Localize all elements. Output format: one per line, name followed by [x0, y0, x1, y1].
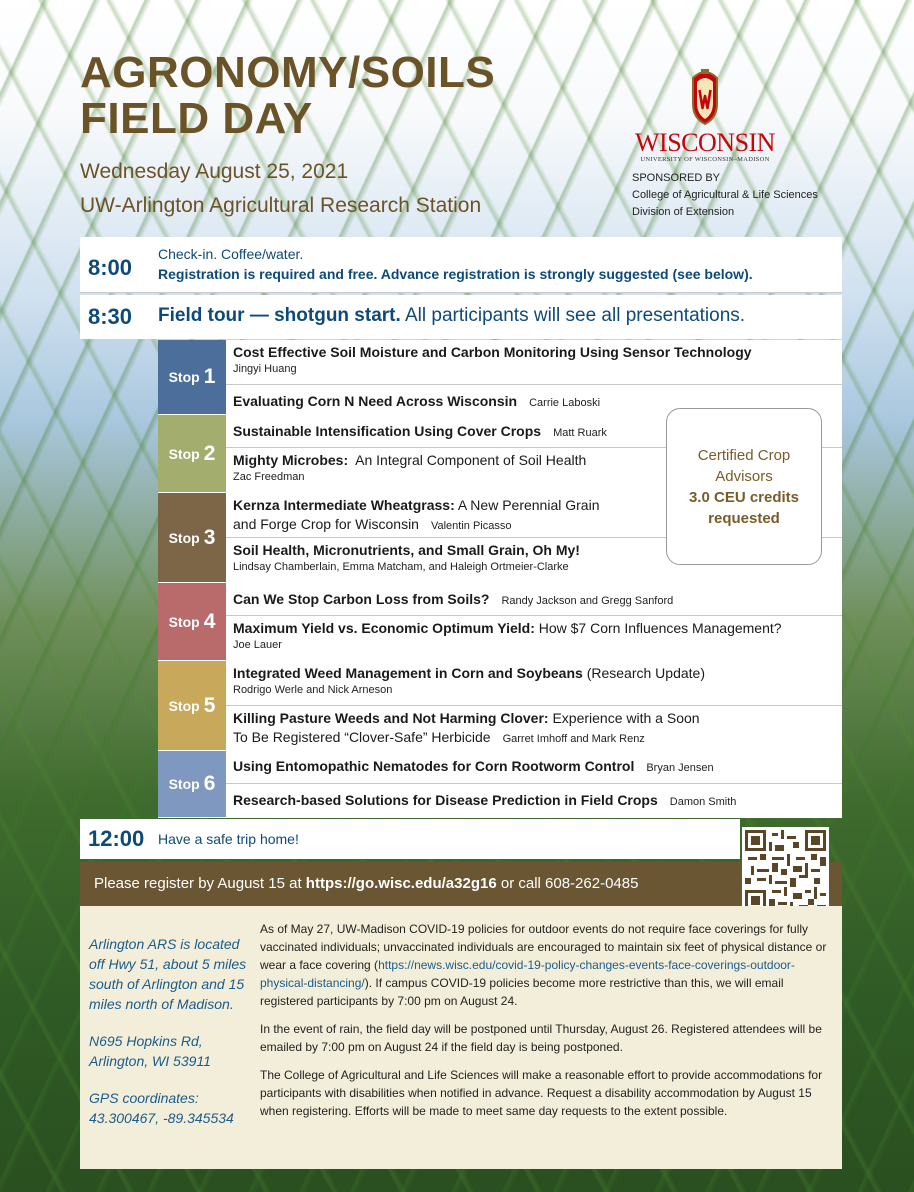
sponsor-line-1: College of Agricultural & Life Sciences	[632, 189, 818, 201]
stop-6	[158, 751, 842, 818]
cca-credits-box	[666, 408, 822, 565]
presenter: Jingyi Huang	[233, 363, 297, 375]
presenter: Rodrigo Werle and Nick Arneson	[233, 684, 393, 696]
talk	[226, 616, 842, 661]
presenter: Garret Imhoff and Mark Renz	[502, 733, 645, 745]
talk	[226, 751, 842, 784]
wisconsin-wordmark: WISCONSIN	[635, 128, 775, 157]
tour-rest: All participants will see all presentations.	[400, 305, 746, 326]
stop-number: 4	[203, 609, 216, 633]
stop-label: Stop	[168, 369, 200, 385]
info-panel	[80, 906, 842, 1169]
stop-label: Stop	[168, 613, 200, 630]
rain-notice: In the event of rain, the field day will be postponed until Thursday, August 26. Registered attendees will be emailed by 7:00 pm on August 24 if the field day is being postponed.	[260, 1022, 822, 1054]
talk	[226, 661, 842, 706]
checkin-text: Check-in. Coffee/water.	[158, 246, 304, 262]
stop-number: 2	[203, 441, 216, 465]
talk-title: Integrated Weed Management in Corn and Soybeans	[233, 665, 583, 681]
stop-tag	[158, 340, 226, 414]
gps-label: GPS coordinates:	[89, 1090, 199, 1106]
talk-title: Maximum Yield vs. Economic Optimum Yield:	[233, 620, 535, 636]
covid-policy-link[interactable]: https://news.wisc.edu/covid-19-policy-changes-events-face-coverings-outdoor-physical-distancing/	[260, 958, 795, 990]
register-bar	[80, 862, 842, 906]
talk-subtitle: How $7 Corn Influences Management?	[534, 620, 782, 636]
address-line-1: N695 Hopkins Rd,	[89, 1033, 203, 1049]
event-location: UW-Arlington Agricultural Research Station	[80, 194, 482, 217]
stop-tag	[158, 415, 226, 492]
talk-title: Evaluating Corn N Need Across Wisconsin	[233, 393, 518, 409]
schedule-row-830	[80, 295, 842, 339]
stop-label: Stop	[168, 529, 200, 546]
covid-notice	[260, 920, 830, 1010]
stop-number: 3	[203, 525, 216, 549]
tour-bold: Field tour — shotgun start.	[158, 305, 401, 326]
stop-number: 5	[203, 693, 216, 717]
talk-subtitle: An Integral Component of Soil Health	[348, 452, 587, 468]
address-line-2: Arlington, WI 53911	[89, 1053, 211, 1069]
title-line-2: FIELD DAY	[80, 94, 313, 143]
talk-subtitle: Experience with a Soon	[548, 710, 700, 726]
stop-number: 1	[203, 365, 216, 388]
stop-tag	[158, 751, 226, 817]
tour-text	[158, 305, 745, 327]
address	[89, 1031, 251, 1071]
stop-4	[158, 583, 842, 661]
time-label: 8:00	[88, 255, 133, 280]
presenter: Lindsay Chamberlain, Emma Matcham, and Haleigh Ortmeier-Clarke	[233, 561, 569, 573]
presenter: Valentin Picasso	[430, 520, 512, 532]
cca-line-3: 3.0 CEU credits	[688, 488, 800, 506]
talk-subtitle: (Research Update)	[582, 665, 705, 681]
stop-label: Stop	[168, 697, 200, 714]
notices	[260, 920, 830, 1130]
stop-label: Stop	[168, 445, 200, 462]
cca-line-1: Certified Crop	[697, 446, 791, 464]
gps-coordinates: 43.300467, -89.345534	[89, 1110, 234, 1126]
event-date: Wednesday August 25, 2021	[80, 160, 349, 183]
stop-tag	[158, 583, 226, 660]
talk-subtitle: A New Perennial Grain	[454, 497, 600, 513]
talk	[226, 583, 842, 616]
presenter: Joe Lauer	[233, 639, 282, 651]
talk-subtitle-2: and Forge Crop for Wisconsin	[233, 516, 419, 532]
talk-subtitle-2: To Be Registered “Clover-Safe” Herbicide	[233, 729, 491, 745]
register-suffix: or call 608-262-0485	[496, 875, 639, 892]
sponsor-block	[632, 170, 818, 221]
covid-text-2: ). If campus COVID-19 policies become more restrictive than this, we will email registered participants by 7:00 pm on August 24.	[260, 976, 784, 1008]
location-text: Arlington ARS is located off Hwy 51, about 5 miles south of Arlington and 15 miles north of Madison.	[89, 936, 247, 1012]
schedule-row-800	[80, 237, 842, 293]
accessibility-notice: The College of Agricultural and Life Sciences will make a reasonable effort to provide accommodations for participants with disabilities when notified in advance. Request a disability accommodation by August 15 when registering. Efforts will be made to meet same day requests to the extent possible.	[260, 1068, 823, 1118]
closing-text: Have a safe trip home!	[158, 831, 299, 847]
uw-logo	[630, 66, 780, 163]
sponsor-label: SPONSORED BY	[632, 172, 721, 184]
talk	[226, 706, 842, 751]
gps	[89, 1088, 251, 1128]
talk-title: Mighty Microbes:	[233, 452, 349, 468]
presenter: Zac Freedman	[233, 471, 305, 483]
talk-title: Kernza Intermediate Wheatgrass:	[233, 497, 455, 513]
page-title	[80, 50, 495, 142]
cca-line-4: requested	[708, 509, 780, 527]
directions	[89, 934, 251, 1145]
registration-note: Registration is required and free. Advance registration is strongly suggested (see below).	[158, 266, 753, 282]
talk-title: Research-based Solutions for Disease Prediction in Field Crops	[233, 792, 658, 808]
register-prefix: Please register by August 15 at	[94, 875, 306, 892]
talk-title: Can We Stop Carbon Loss from Soils?	[233, 591, 490, 607]
stop-tag	[158, 493, 226, 582]
cca-line-2: Advisors	[715, 467, 773, 485]
time-label: 12:00	[88, 826, 145, 851]
time-label: 8:30	[88, 304, 133, 329]
talk	[226, 340, 842, 385]
covid-text: As of May 27, UW-Madison COVID-19 policies for outdoor events do not require face coverings for fully vaccinated individuals; unvaccinated individuals are encouraged to maintain six feet of physical distance or wear a face covering (	[260, 922, 827, 972]
title-line-1: AGRONOMY/SOILS	[80, 48, 496, 97]
sponsor-line-2: Division of Extension	[632, 206, 735, 218]
talk	[226, 784, 842, 818]
presenter: Matt Ruark	[553, 427, 607, 439]
talk-title: Soil Health, Micronutrients, and Small Grain, Oh My!	[233, 542, 580, 558]
presenter: Randy Jackson and Gregg Sanford	[501, 595, 674, 607]
university-name: UNIVERSITY OF WISCONSIN–MADISON	[640, 156, 770, 163]
presenter: Damon Smith	[669, 796, 737, 808]
qr-code-icon[interactable]	[742, 827, 829, 914]
schedule-row-1200	[80, 819, 740, 859]
uw-crest-icon	[685, 66, 725, 126]
presenter: Carrie Laboski	[529, 397, 601, 409]
stop-1	[158, 340, 842, 415]
stop-5	[158, 661, 842, 751]
stop-tag	[158, 661, 226, 750]
talk-title: Killing Pasture Weeds and Not Harming Clover:	[233, 710, 549, 726]
stop-label: Stop	[168, 776, 200, 792]
talk-title: Sustainable Intensification Using Cover Crops	[233, 423, 542, 439]
presenter: Bryan Jensen	[646, 762, 714, 774]
register-link[interactable]: https://go.wisc.edu/a32g16	[305, 875, 497, 892]
stop-number: 6	[203, 772, 216, 795]
talk-title: Cost Effective Soil Moisture and Carbon Monitoring Using Sensor Technology	[233, 344, 752, 360]
talk-title: Using Entomopathic Nematodes for Corn Rootworm Control	[233, 758, 635, 774]
